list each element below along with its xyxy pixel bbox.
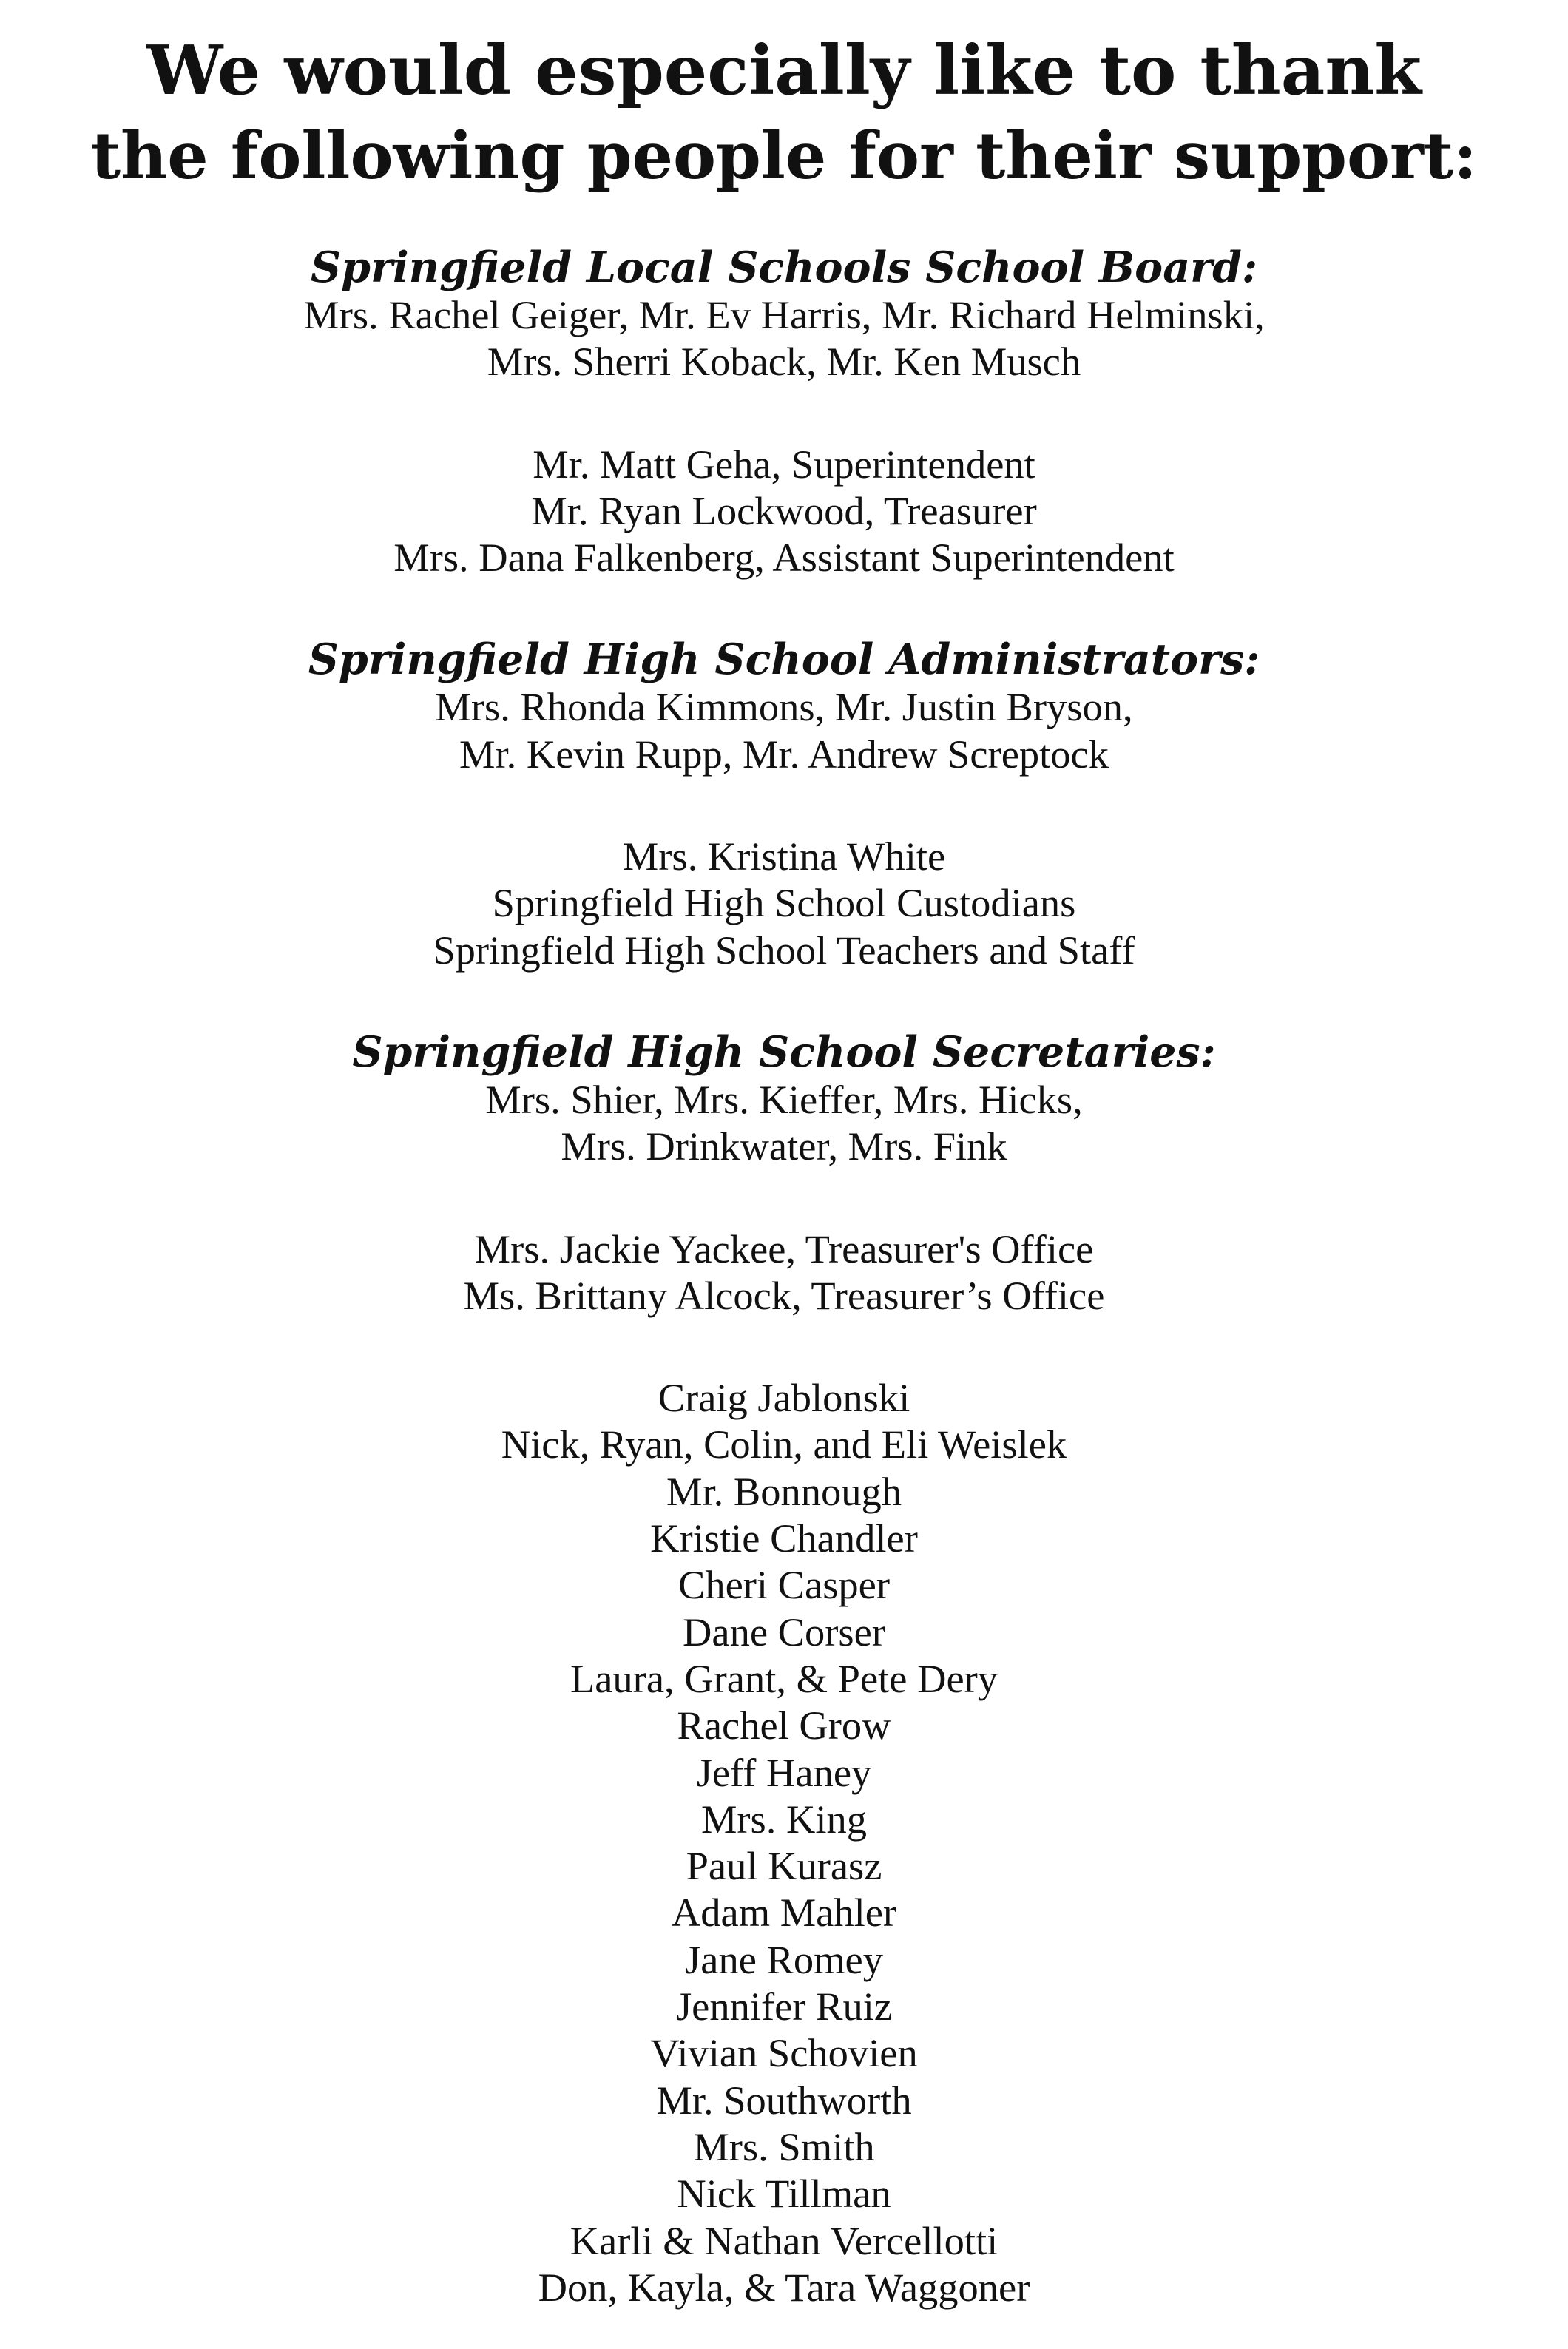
- treasurers-office-section: [0, 1226, 1568, 1319]
- school-board-members-line: Mrs. Rachel Geiger, Mr. Ev Harris, Mr. Richard Helminski,: [303, 292, 1265, 337]
- list-item: Rachel Grow: [677, 1703, 891, 1748]
- treasurers-office-line: Mrs. Jackie Yackee, Treasurer's Office: [474, 1226, 1094, 1271]
- secretaries-heading: Springfield High School Secretaries:: [352, 1027, 1216, 1077]
- list-item: Dane Corser: [683, 1609, 885, 1655]
- individuals-section: [0, 1374, 1568, 2311]
- list-item: Mrs. King: [700, 1796, 868, 1842]
- list-item: Nick Tillman: [677, 2171, 891, 2217]
- treasurer-line: Mr. Ryan Lockwood, Treasurer: [531, 487, 1037, 533]
- list-item: Nick, Ryan, Colin, and Eli Weislek: [501, 1422, 1067, 1467]
- list-item: Jane Romey: [685, 1936, 883, 1982]
- district-officials-section: [0, 441, 1568, 581]
- list-item: Jeff Haney: [696, 1749, 872, 1795]
- staff-line: Mrs. Kristina White: [622, 834, 946, 879]
- staff-line: Springfield High School Custodians: [492, 880, 1076, 926]
- superintendent-line: Mr. Matt Geha, Superintendent: [533, 441, 1035, 487]
- list-item: Paul Kurasz: [686, 1843, 882, 1889]
- acknowledgements: [0, 244, 1568, 2311]
- list-item: Mr. Southworth: [656, 2077, 912, 2123]
- list-item: Karli & Nathan Vercellotti: [570, 2217, 998, 2263]
- list-item: Mr. Bonnough: [666, 1468, 902, 1514]
- administrators-line: Mr. Kevin Rupp, Mr. Andrew Screptock: [459, 731, 1109, 777]
- list-item: Craig Jablonski: [658, 1375, 910, 1421]
- treasurers-office-line: Ms. Brittany Alcock, Treasurer’s Office: [463, 1272, 1105, 1318]
- title-line-2: the following people for their support:: [90, 118, 1478, 194]
- secretaries-line: Mrs. Drinkwater, Mrs. Fink: [561, 1123, 1007, 1169]
- school-board-section: [0, 244, 1568, 385]
- assistant-superintendent-line: Mrs. Dana Falkenberg, Assistant Superintendent: [393, 535, 1175, 581]
- list-item: Don, Kayla, & Tara Waggoner: [538, 2264, 1030, 2310]
- title-line-1: We would especially like to thank: [146, 30, 1422, 110]
- school-board-members-line: Mrs. Sherri Koback, Mr. Ken Musch: [487, 339, 1081, 385]
- staff-line: Springfield High School Teachers and Staff: [433, 927, 1135, 973]
- list-item: Jennifer Ruiz: [675, 1984, 893, 2029]
- secretaries-section: [0, 1029, 1568, 1170]
- list-item: Cheri Casper: [677, 1562, 891, 1608]
- page-title: [0, 28, 1568, 198]
- school-board-heading: Springfield Local Schools School Board:: [310, 243, 1258, 292]
- staff-section: [0, 833, 1568, 973]
- secretaries-line: Mrs. Shier, Mrs. Kieffer, Mrs. Hicks,: [485, 1076, 1083, 1122]
- list-item: Vivian Schovien: [650, 2030, 918, 2076]
- list-item: Adam Mahler: [671, 1890, 897, 1936]
- administrators-section: [0, 636, 1568, 777]
- list-item: Laura, Grant, & Pete Dery: [570, 1655, 998, 1701]
- list-item: Kristie Chandler: [650, 1515, 918, 1561]
- list-item: Mrs. Smith: [693, 2123, 875, 2169]
- administrators-heading: Springfield High School Administrators:: [308, 635, 1260, 685]
- administrators-line: Mrs. Rhonda Kimmons, Mr. Justin Bryson,: [435, 684, 1133, 730]
